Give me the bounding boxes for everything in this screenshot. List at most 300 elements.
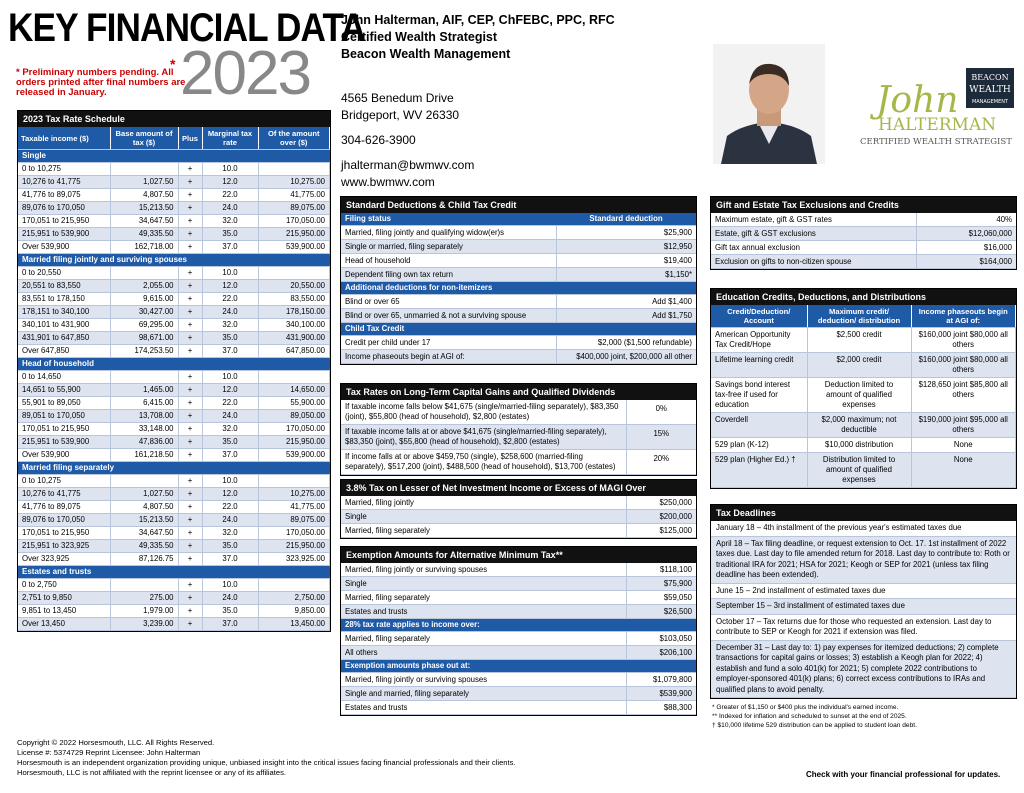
tax-rate-cell: 323,925.00 (258, 553, 330, 566)
tax-rate-cell: 178,150.00 (258, 306, 330, 319)
tax-group-label: Married filing jointly and surviving spouses (18, 254, 330, 267)
education-cell: $128,650 joint $85,800 all others (911, 378, 1016, 413)
tax-rate-cell: 37.0 (202, 618, 258, 631)
address-block (341, 90, 474, 191)
amt-exemption-value: $75,900 (626, 577, 696, 591)
tax-rate-cell: 10,276 to 41,775 (18, 176, 110, 189)
tax-rate-cell: + (178, 501, 202, 514)
tax-rate-cell: 170,051 to 215,950 (18, 527, 110, 540)
tax-rate-cell: 55,901 to 89,050 (18, 397, 110, 410)
std-deduction-value: $25,900 (556, 226, 696, 240)
tax-rate-cell: 13,708.00 (110, 410, 178, 423)
tax-rate-cell (110, 579, 178, 592)
svg-text:HALTERMAN: HALTERMAN (878, 115, 997, 135)
tax-rate-cell: 14,651 to 55,900 (18, 384, 110, 397)
niit-value: $250,000 (626, 496, 696, 510)
deadline-row (711, 614, 1016, 640)
tax-rate-cell: 12.0 (202, 384, 258, 397)
tax-rate-cell: + (178, 345, 202, 358)
gift-row (711, 213, 1016, 227)
copyright: Copyright © 2022 Horsesmouth, LLC. All Rights Reserved. (17, 738, 215, 747)
tax-rate-row (18, 540, 330, 553)
capital-gains-row (341, 450, 696, 475)
amt-phaseout-value: $1,079,800 (626, 673, 696, 687)
tax-group-header (18, 358, 330, 371)
tax-rate-cell: 22.0 (202, 397, 258, 410)
tax-rate-cell: 41,776 to 89,075 (18, 501, 110, 514)
std-deduction-row (341, 350, 696, 364)
gift-value: 40% (916, 213, 1016, 227)
tax-rate-row (18, 579, 330, 592)
tax-rate-row (18, 293, 330, 306)
city: Bridgeport, WV 26330 (341, 108, 460, 122)
tax-rate-cell: 1,027.50 (110, 488, 178, 501)
tax-rate-schedule (17, 110, 331, 632)
amt-phaseout-value: $539,900 (626, 687, 696, 701)
asterisk: * (170, 56, 176, 72)
tax-rate-cell: 14,650.00 (258, 384, 330, 397)
tax-rate-cell: 9,851 to 13,450 (18, 605, 110, 618)
tax-rate-row (18, 215, 330, 228)
deadline-row (711, 536, 1016, 583)
tax-rate-cell: 170,050.00 (258, 423, 330, 436)
tax-rate-cell: 340,101 to 431,900 (18, 319, 110, 332)
tax-rate-cell: 24.0 (202, 592, 258, 605)
gift-estate-table (711, 213, 1016, 269)
svg-text:WEALTH: WEALTH (969, 85, 1011, 95)
tax-rate-cell: + (178, 332, 202, 345)
education-title: Education Credits, Deductions, and Distributions (711, 289, 1016, 305)
tax-rate-cell: + (178, 176, 202, 189)
tax-rate-cell: 170,050.00 (258, 215, 330, 228)
capital-gains-condition: If taxable income falls below $41,675 (single/married-filing separately), $83,350 (joint), $55,800 (head of household), $2,800 (estates) (341, 400, 626, 425)
amt-rate-row (341, 646, 696, 660)
tax-rate-cell: 647,850.00 (258, 345, 330, 358)
tax-rate-cell: 431,900.00 (258, 332, 330, 345)
tax-rate-cell (258, 163, 330, 176)
std-subheader-label: Child Tax Credit (341, 323, 556, 336)
amt-rate-label: Married, filing separately (341, 632, 626, 646)
tax-rate-cell: + (178, 410, 202, 423)
education-cell: $190,000 joint $95,000 all others (911, 413, 1016, 438)
tax-rate-row (18, 345, 330, 358)
tax-rate-cell: + (178, 605, 202, 618)
std-deduction-row (341, 309, 696, 323)
tax-rate-cell: 37.0 (202, 553, 258, 566)
tax-rate-cell: 22.0 (202, 293, 258, 306)
tax-rate-cell: Over 647,850 (18, 345, 110, 358)
tax-rate-cell: + (178, 423, 202, 436)
tax-rate-cell: 170,051 to 215,950 (18, 423, 110, 436)
amt-exemption-row (341, 591, 696, 605)
phone: 304-626-3900 (341, 133, 416, 147)
tax-rate-cell: 10.0 (202, 475, 258, 488)
niit-label: Married, filing separately (341, 524, 626, 538)
tax-rate-cell: 20,550.00 (258, 280, 330, 293)
deadline-text: June 15 – 2nd installment of estimated taxes due (711, 583, 1016, 599)
svg-text:John: John (876, 80, 959, 121)
tax-group-label: Married filing separately (18, 462, 330, 475)
tax-rate-cell: 215,951 to 323,925 (18, 540, 110, 553)
tax-rate-cell: 83,550.00 (258, 293, 330, 306)
tax-rate-cell: + (178, 540, 202, 553)
tax-rate-cell: 215,951 to 539,900 (18, 436, 110, 449)
tax-rate-cell: 12.0 (202, 488, 258, 501)
tax-rate-cell (110, 371, 178, 384)
tax-rate-row (18, 228, 330, 241)
disclaimer: Horsesmouth is an independent organization providing unique, unbiased insight into the critical issues facing financial professionals and their clients. (17, 758, 516, 767)
tax-group-header (18, 150, 330, 163)
website-link[interactable]: www.bwmwv.com (341, 175, 435, 189)
education-cell: $2,500 credit (807, 328, 911, 353)
tax-rate-cell: 33,148.00 (110, 423, 178, 436)
tax-rate-cell: 170,050.00 (258, 527, 330, 540)
deadline-row (711, 599, 1016, 615)
gift-row (711, 255, 1016, 269)
niit-table (341, 496, 696, 538)
tax-rate-cell: 49,335.50 (110, 228, 178, 241)
tax-rate-cell: 3,239.00 (110, 618, 178, 631)
tax-rate-row (18, 267, 330, 280)
capital-gains-rate: 0% (626, 400, 696, 425)
capital-gains-table (341, 400, 696, 475)
firm-logo (848, 66, 1018, 156)
tax-group-label: Estates and trusts (18, 566, 330, 579)
std-subheader-label: Additional deductions for non-itemizers (341, 282, 556, 295)
tax-rate-cell: + (178, 592, 202, 605)
std-deduction-value: $2,000 ($1,500 refundable) (556, 336, 696, 350)
col-maximum: Maximum credit/ deduction/ distribution (807, 305, 911, 328)
education-cell: $2,000 maximum; not deductible (807, 413, 911, 438)
tax-rate-cell: 30,427.00 (110, 306, 178, 319)
tax-rate-cell: 89,075.00 (258, 514, 330, 527)
tax-rate-row (18, 475, 330, 488)
tax-rate-row (18, 319, 330, 332)
tax-rate-row (18, 423, 330, 436)
tax-rate-cell (110, 475, 178, 488)
tax-rate-cell: + (178, 384, 202, 397)
tax-rate-cell: Over 13,450 (18, 618, 110, 631)
affiliation-note: Horsesmouth, LLC is not affiliated with the reprint licensee or any of its affiliates. (17, 768, 287, 777)
footer (17, 738, 717, 778)
tax-rate-column-headers (18, 127, 330, 150)
tax-rate-row (18, 280, 330, 293)
amt-subheader (341, 619, 696, 632)
amt-phaseout-row (341, 687, 696, 701)
tax-rate-cell: 215,950.00 (258, 436, 330, 449)
tax-rate-cell: 24.0 (202, 514, 258, 527)
standard-deductions (340, 196, 697, 365)
advisor-photo (713, 44, 825, 164)
education-cell: American Opportunity Tax Credit/Hope (711, 328, 807, 353)
tax-rate-cell: + (178, 228, 202, 241)
education-row (711, 438, 1016, 453)
std-deduction-label: Credit per child under 17 (341, 336, 556, 350)
tax-rate-row (18, 514, 330, 527)
gift-estate (710, 196, 1017, 270)
std-deduction-label: Blind or over 65, unmarried & not a surviving spouse (341, 309, 556, 323)
tax-rate-cell: 32.0 (202, 527, 258, 540)
tax-rate-cell: + (178, 189, 202, 202)
tax-rate-row (18, 501, 330, 514)
col-phaseouts: Income phaseouts begin at AGI of: (911, 305, 1016, 328)
education-row (711, 328, 1016, 353)
tax-rate-cell: 215,951 to 539,900 (18, 228, 110, 241)
tax-rate-cell: 10.0 (202, 371, 258, 384)
tax-rate-cell: + (178, 475, 202, 488)
tax-rate-cell: + (178, 397, 202, 410)
col-credit: Credit/Deduction/ Account (711, 305, 807, 328)
tax-rate-cell: 35.0 (202, 436, 258, 449)
col-amount-over: Of the amount over ($) (258, 127, 330, 150)
deadline-text: December 31 – Last day to: 1) pay expenses for itemized deductions; 2) complete transactions for capital gains or losses; 3) establish a Keogh plan for 2022; 4) establish and fund a solo 401(k) for 2021; 5) complete 2022 contributions to employer-sponsored 401(k) plans; 6) correct excess contributions to IRAs and qualified plans to avoid penalty. (711, 640, 1016, 698)
tax-rate-cell: + (178, 293, 202, 306)
tax-rate-cell: 0 to 2,750 (18, 579, 110, 592)
niit-row (341, 524, 696, 538)
tax-rate-cell: + (178, 553, 202, 566)
tax-rate-cell: 37.0 (202, 345, 258, 358)
tax-rate-cell: + (178, 280, 202, 293)
std-subheader-value (556, 282, 696, 295)
tax-rate-cell (258, 475, 330, 488)
std-deduction-label: Married, filing jointly and qualifying widow(er)s (341, 226, 556, 240)
std-deduction-label: Single or married, filing separately (341, 240, 556, 254)
tax-deadlines (710, 504, 1017, 699)
tax-rate-cell: 9,615.00 (110, 293, 178, 306)
education-row (711, 453, 1016, 488)
niit-label: Married, filing jointly (341, 496, 626, 510)
tax-group-label: Single (18, 150, 330, 163)
tax-rate-row (18, 410, 330, 423)
tax-rate-cell: + (178, 618, 202, 631)
amt-title: Exemption Amounts for Alternative Minimum Tax** (341, 547, 696, 563)
amt-subheader (341, 660, 696, 673)
svg-text:CERTIFIED WEALTH STRATEGIST: CERTIFIED WEALTH STRATEGIST (860, 137, 1012, 147)
tax-rate-cell: 12.0 (202, 176, 258, 189)
education-credits (710, 288, 1017, 489)
tax-rate-cell: 20,551 to 83,550 (18, 280, 110, 293)
education-cell: Distribution limited to amount of qualified expenses (807, 453, 911, 488)
gift-estate-title: Gift and Estate Tax Exclusions and Credits (711, 197, 1016, 213)
gift-label: Gift tax annual exclusion (711, 241, 916, 255)
std-deduction-value: Add $1,750 (556, 309, 696, 323)
tax-rate-cell: + (178, 371, 202, 384)
tax-rate-cell: 161,218.50 (110, 449, 178, 462)
deadline-text: October 17 – Tax returns due for those who requested an extension. Last day to contribute to SEP or Keogh for 2021 if extension was filed. (711, 614, 1016, 640)
tax-group-header (18, 462, 330, 475)
gift-row (711, 227, 1016, 241)
tax-rate-cell: 32.0 (202, 319, 258, 332)
tax-rate-cell: + (178, 579, 202, 592)
education-row (711, 353, 1016, 378)
tax-rate-cell: 539,900.00 (258, 241, 330, 254)
email-link[interactable]: jhalterman@bwmwv.com (341, 158, 475, 172)
tax-rate-cell: 275.00 (110, 592, 178, 605)
tax-rate-row (18, 202, 330, 215)
tax-rate-cell (258, 579, 330, 592)
education-table (711, 305, 1016, 488)
std-deduction-label: Income phaseouts begin at AGI of: (341, 350, 556, 364)
tax-deadlines-table (711, 521, 1016, 698)
col-base-amount: Base amount of tax ($) (110, 127, 178, 150)
education-cell: Lifetime learning credit (711, 353, 807, 378)
tax-rate-cell: 24.0 (202, 410, 258, 423)
tax-rate-cell: 37.0 (202, 449, 258, 462)
tax-rate-cell: 340,100.00 (258, 319, 330, 332)
std-subheader (341, 323, 696, 336)
amt-rate-row (341, 632, 696, 646)
advisor-role: Certified Wealth Strategist (341, 30, 498, 44)
tax-rate-cell: 89,051 to 170,050 (18, 410, 110, 423)
amt (340, 546, 697, 716)
tax-rate-cell: 89,076 to 170,050 (18, 514, 110, 527)
tax-rate-cell: 89,076 to 170,050 (18, 202, 110, 215)
tax-rate-cell (110, 267, 178, 280)
firm-name: Beacon Wealth Management (341, 47, 511, 61)
std-deduction-row (341, 254, 696, 268)
year-label: 2023 (180, 39, 310, 108)
amt-table (341, 563, 696, 715)
tax-rate-cell: 35.0 (202, 605, 258, 618)
tax-rate-cell: + (178, 319, 202, 332)
col-marginal-rate: Marginal tax rate (202, 127, 258, 150)
tax-rate-cell (258, 267, 330, 280)
tax-rate-cell: 0 to 10,275 (18, 163, 110, 176)
tax-rate-cell: 37.0 (202, 241, 258, 254)
tax-rate-cell: 162,718.00 (110, 241, 178, 254)
tax-rate-cell: + (178, 215, 202, 228)
street: 4565 Benedum Drive (341, 91, 454, 105)
deadline-text: April 18 – Tax filing deadline, or request extension to Oct. 17. 1st installment of 2022 taxes due. Last day to file amended return for 2018. Last day to contribute to: Roth or traditional IRA for 2021; HSA for 2021; Keogh or SEP for 2021 (unless tax filing deadline has been extended). (711, 536, 1016, 583)
amt-rate-value: $206,100 (626, 646, 696, 660)
capital-gains-condition: If income falls at or above $459,750 (single), $258,600 (married-filing separately), $517,200 (joint), $488,500 (head of household), $13,700 (estates) (341, 450, 626, 475)
advisor-name: John Halterman, AIF, CEP, ChFEBC, PPC, RFC (341, 13, 615, 27)
deadline-row (711, 583, 1016, 599)
contact-block (341, 12, 615, 63)
tax-rate-cell: 32.0 (202, 423, 258, 436)
amt-exemption-row (341, 605, 696, 619)
tax-rate-cell: 170,051 to 215,950 (18, 215, 110, 228)
amt-phaseout-label: Single and married, filing separately (341, 687, 626, 701)
tax-rate-cell: 89,075.00 (258, 202, 330, 215)
education-row (711, 378, 1016, 413)
preliminary-note: * Preliminary numbers pending. All orders printed after final numbers are released in January. (16, 67, 186, 98)
tax-rate-cell: 55,900.00 (258, 397, 330, 410)
deadline-row (711, 640, 1016, 698)
tax-rate-row (18, 176, 330, 189)
tax-rate-row (18, 397, 330, 410)
education-cell: 529 plan (Higher Ed.) † (711, 453, 807, 488)
col-taxable-income: Taxable income ($) (18, 127, 110, 150)
tax-rate-cell: 34,647.50 (110, 215, 178, 228)
amt-exemption-label: Estates and trusts (341, 605, 626, 619)
std-deduction-value: $1,150* (556, 268, 696, 282)
education-cell: Savings bond interest tax-free if used for education (711, 378, 807, 413)
tax-rate-cell (110, 163, 178, 176)
capital-gains-condition: If taxable income falls at or above $41,675 (single/married-filing separately), $83,350 (joint), $55,800 (head of household), $2,800 (estates) (341, 425, 626, 450)
tax-rate-cell: 24.0 (202, 202, 258, 215)
tax-rate-row (18, 527, 330, 540)
amt-exemption-label: Single (341, 577, 626, 591)
niit-row (341, 496, 696, 510)
tax-rate-cell: Over 539,900 (18, 449, 110, 462)
tax-rate-cell: 9,850.00 (258, 605, 330, 618)
capital-gains-row (341, 400, 696, 425)
tax-rate-cell: + (178, 267, 202, 280)
education-column-headers (711, 305, 1016, 328)
standard-deductions-title: Standard Deductions & Child Tax Credit (341, 197, 696, 213)
education-cell: $10,000 distribution (807, 438, 911, 453)
tax-rate-cell: 178,151 to 340,100 (18, 306, 110, 319)
gift-label: Exclusion on gifts to non-citizen spouse (711, 255, 916, 269)
niit-value: $200,000 (626, 510, 696, 524)
std-subheader-value (556, 323, 696, 336)
tax-rate-row (18, 241, 330, 254)
amt-rate-value: $103,050 (626, 632, 696, 646)
tax-rate-cell: 0 to 20,550 (18, 267, 110, 280)
tax-deadlines-title: Tax Deadlines (711, 505, 1016, 521)
svg-text:BEACON: BEACON (971, 73, 1009, 82)
tax-rate-cell: 10.0 (202, 163, 258, 176)
check-note: Check with your financial professional for updates. (806, 770, 1001, 779)
tax-rate-cell: 6,415.00 (110, 397, 178, 410)
std-deduction-row (341, 268, 696, 282)
footnote: ** Indexed for inflation and scheduled to sunset at the end of 2025. (712, 713, 907, 720)
amt-phaseout-label: Estates and trusts (341, 701, 626, 715)
tax-rate-row (18, 163, 330, 176)
amt-rate-label: All others (341, 646, 626, 660)
tax-rate-cell: 34,647.50 (110, 527, 178, 540)
tax-rate-cell: 2,751 to 9,850 (18, 592, 110, 605)
tax-rate-title: 2023 Tax Rate Schedule (18, 111, 330, 127)
tax-rate-cell: 2,750.00 (258, 592, 330, 605)
niit-value: $125,000 (626, 524, 696, 538)
std-deduction-label: Blind or over 65 (341, 295, 556, 309)
gift-value: $12,060,000 (916, 227, 1016, 241)
education-cell: None (911, 438, 1016, 453)
tax-rate-cell: 89,050.00 (258, 410, 330, 423)
tax-rate-cell: 49,335.50 (110, 540, 178, 553)
capital-gains-row (341, 425, 696, 450)
tax-rate-cell: 24.0 (202, 306, 258, 319)
amt-phaseout-label: Married, filing jointly or surviving spouses (341, 673, 626, 687)
tax-rate-cell: 10,275.00 (258, 488, 330, 501)
tax-rate-table (18, 127, 330, 631)
capital-gains (340, 383, 697, 476)
std-deduction-label: Dependent filing own tax return (341, 268, 556, 282)
tax-rate-row (18, 306, 330, 319)
amt-phaseout-value: $88,300 (626, 701, 696, 715)
tax-rate-cell: 22.0 (202, 189, 258, 202)
capital-gains-rate: 20% (626, 450, 696, 475)
gift-value: $164,000 (916, 255, 1016, 269)
tax-rate-cell: 35.0 (202, 228, 258, 241)
amt-phaseout-row (341, 701, 696, 715)
niit-title: 3.8% Tax on Lesser of Net Investment Income or Excess of MAGI Over (341, 480, 696, 496)
tax-group-header (18, 254, 330, 267)
footnotes (712, 703, 1017, 730)
tax-rate-cell: 10,276 to 41,775 (18, 488, 110, 501)
tax-rate-cell: 10.0 (202, 267, 258, 280)
tax-rate-cell: 87,126.75 (110, 553, 178, 566)
gift-row (711, 241, 1016, 255)
tax-rate-cell: 47,836.00 (110, 436, 178, 449)
deadline-text: September 15 – 3rd installment of estimated taxes due (711, 599, 1016, 615)
std-deduction-value: $12,950 (556, 240, 696, 254)
tax-rate-row (18, 189, 330, 202)
svg-text:MANAGEMENT: MANAGEMENT (971, 99, 1009, 105)
std-deduction-row (341, 240, 696, 254)
